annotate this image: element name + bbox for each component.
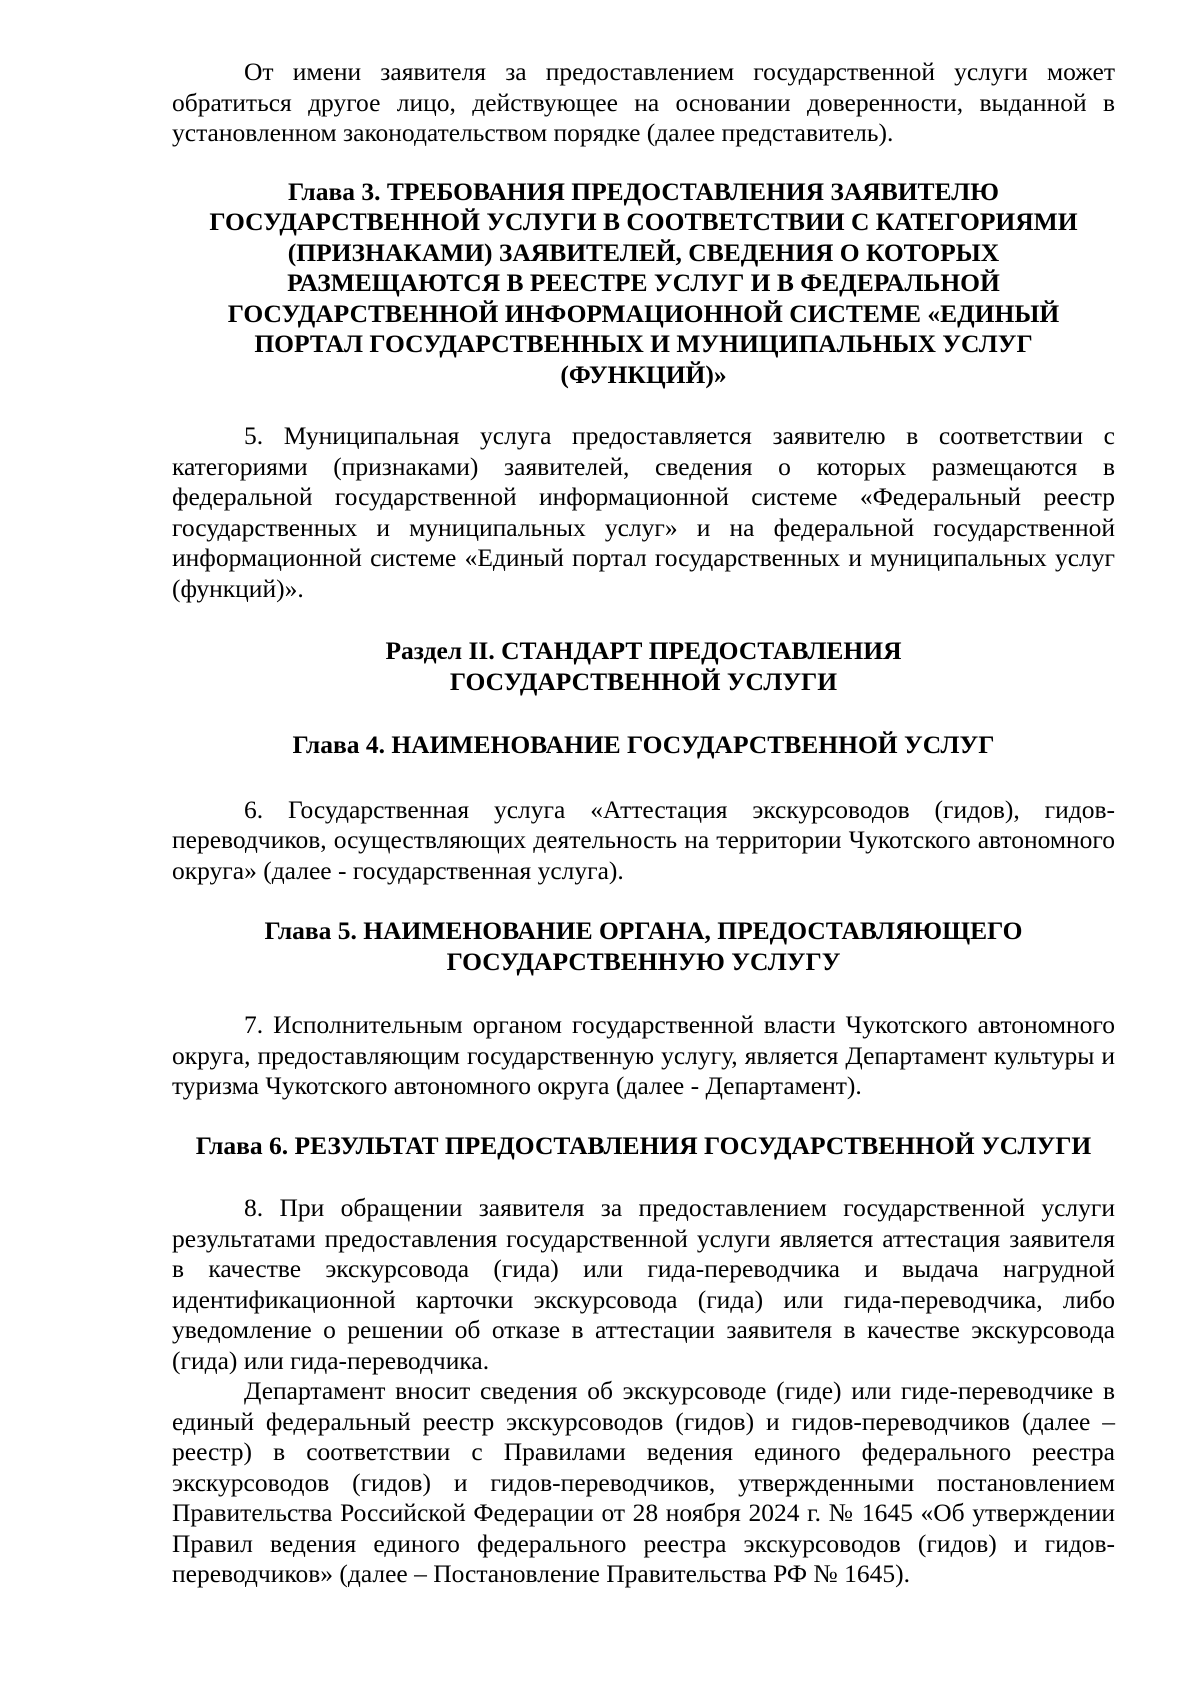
paragraph-8: 8. При обращении заявителя за предоставлением государственной услуги результатами предоставления государственной услуги является аттестация заявителя в качестве экскурсовода (гида) или гида-переводчика и выдача нагрудной идентификационной карточки экскурсовода (гида) или гида-переводчика, либо уведомление о решении об отказе в аттестации заявителя в качестве экскурсовода (гида) или гида-переводчика. <box>172 1193 1115 1375</box>
paragraph-5: 5. Муниципальная услуга предоставляется заявителю в соответствии с категориями (признаками) заявителей, сведения о которых размещаются в федеральной государственной информационной системе «Федеральный реестр государственных и муниципальных услуг» и на федеральной государственной информационной системе «Единый портал государственных и муниципальных услуг (функций)». <box>172 421 1115 603</box>
paragraph-8-continuation: Департамент вносит сведения об экскурсоводе (гиде) или гиде-переводчике в единый федеральный реестр экскурсоводов (гидов) и гидов-переводчиков (далее – реестр) в соответствии с Правилами ведения единого федерального реестра экскурсоводов (гидов) и гидов-переводчиков, утвержденными постановлением Правительства Российской Федерации от 28 ноября 2024 г. № 1645 «Об утверждении Правил ведения единого федерального реестра экскурсоводов (гидов) и гидов-переводчиков» (далее – Постановление Правительства РФ № 1645). <box>172 1376 1115 1588</box>
heading-line: Глава 5. НАИМЕНОВАНИЕ ОРГАНА, ПРЕДОСТАВЛЯЮЩЕГО <box>264 916 1023 945</box>
chapter-5-heading <box>172 916 1115 977</box>
paragraph-6: 6. Государственная услуга «Аттестация экскурсоводов (гидов), гидов-переводчиков, осуществляющих деятельность на территории Чукотского автономного округа» (далее - государственная услуга). <box>172 794 1115 885</box>
heading-line: Глава 3. ТРЕБОВАНИЯ ПРЕДОСТАВЛЕНИЯ ЗАЯВИТЕЛЮ <box>288 176 999 206</box>
paragraph-7: 7. Исполнительным органом государственной власти Чукотского автономного округа, предоставляющим государственную услугу, является Департамент культуры и туризма Чукотского автономного округа (далее - Департамент). <box>172 1010 1115 1100</box>
section-2-heading <box>172 636 1115 697</box>
heading-line: (ФУНКЦИЙ)» <box>560 359 727 389</box>
heading-line: РАЗМЕЩАЮТСЯ В РЕЕСТРЕ УСЛУГ И В ФЕДЕРАЛЬНОЙ <box>287 268 1000 297</box>
heading-line: ПОРТАЛ ГОСУДАРСТВЕННЫХ И МУНИЦИПАЛЬНЫХ УСЛУГ <box>254 329 1033 358</box>
chapter-6-heading <box>172 1131 1115 1162</box>
heading-line: ГОСУДАРСТВЕННОЙ УСЛУГИ <box>449 666 838 696</box>
heading-line: ГОСУДАРСТВЕННОЙ УСЛУГИ В СООТВЕТСТВИИ С КАТЕГОРИЯМИ <box>209 207 1078 236</box>
heading-line: Глава 4. НАИМЕНОВАНИЕ ГОСУДАРСТВЕННОЙ УСЛУГ <box>292 730 995 759</box>
heading-line: (ПРИЗНАКАМИ) ЗАЯВИТЕЛЕЙ, СВЕДЕНИЯ О КОТОРЫХ <box>287 237 1000 267</box>
intro-paragraph: От имени заявителя за предоставлением государственной услуги может обратиться другое лицо, действующее на основании доверенности, выданной в установленном законодательством порядке (далее представитель). <box>172 57 1115 147</box>
heading-line: Раздел II. СТАНДАРТ ПРЕДОСТАВЛЕНИЯ <box>385 636 902 665</box>
heading-line: ГОСУДАРСТВЕННОЙ ИНФОРМАЦИОННОЙ СИСТЕМЕ «ЕДИНЫЙ <box>227 298 1060 328</box>
chapter-3-heading <box>172 177 1115 391</box>
heading-line: Глава 6. РЕЗУЛЬТАТ ПРЕДОСТАВЛЕНИЯ ГОСУДАРСТВЕННОЙ УСЛУГИ <box>195 1130 1092 1160</box>
chapter-4-heading <box>172 730 1115 761</box>
heading-line: ГОСУДАРСТВЕННУЮ УСЛУГУ <box>446 946 841 976</box>
